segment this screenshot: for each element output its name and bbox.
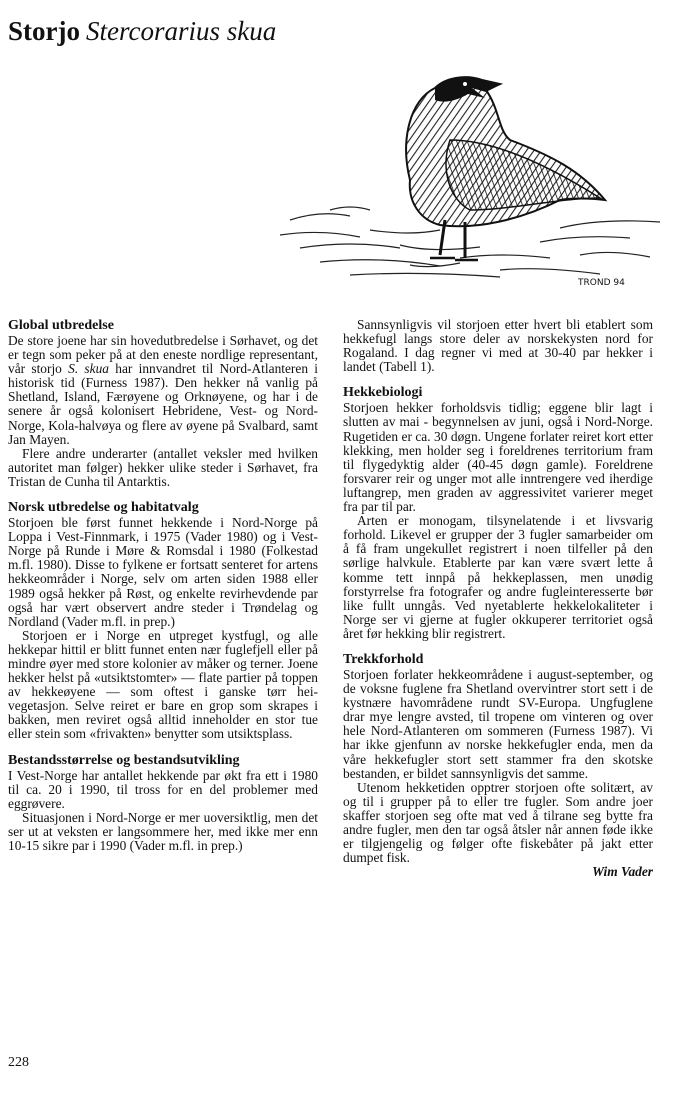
section-heading: Bestandsstørrelse og bestandsutvikling [8, 752, 240, 768]
paragraph: Sannsynligvis vil storjoen etter hvert bli etablert som hekkefugl langs store deler av norskekysten nord for Rogaland. I dag regner vi med at 30-40 par hekker i landet (Tabell 1). [343, 317, 653, 375]
page-title [8, 14, 276, 48]
section-hekke [343, 385, 653, 641]
section-trekk [343, 652, 653, 879]
section-bestand [8, 753, 318, 854]
paragraph: Flere andre underarter (antallet veksler med hvilken autoritet man følger) hekker ulike steder i Sørhavet, fra Tristan de Cunha til Antarktis. [8, 445, 318, 489]
paragraph: Situasjonen i Nord-Norge er mer uoversiktlig, men det ser ut at veksten er langsommere her, med ikke mer enn 10-15 sikre par i 1990 (Vader m.fl. in prep.) [8, 809, 318, 853]
paragraph: Storjoen hekker forholdsvis tidlig; eggene blir lagt i slutten av mai - begynnelsen av juni, også i Nord-Norge. Rugetiden er ca. 30 døgn. Ungene forlater reiret kort etter klekking, men holder seg i foreldrenes territorium fram til flygedyktig alder (40-45 døgn gamle). Foreldrene forsvarer reir og unger mot alle inntrengere ved iherdige luftangrep, men graden av aggressivitet varierer meget fra par til par. [343, 400, 653, 515]
paragraph: De store joene har sin hovedutbredelse i Sørhavet, og det er tegn som peker på at den eneste nordlige representant, vår storjo S. skua har innvandret til Nord-Atlanteren i historisk tid (Furness 1987). Den hekker nå vanlig på Shetland, Island, Færøyene og Orknøyene, og har i de senere år også kolonisert Hebridene, Vest- og Nord-Norge, Kola-halvøya og flere av øyene på Svalbard, samt Jan Mayen. [8, 333, 319, 447]
artist-signature: TROND 94 [578, 278, 625, 288]
left-column [8, 318, 318, 864]
page-number: 228 [8, 1055, 29, 1070]
paragraph: Storjoen ble først funnet hekkende i Nord-Norge på Loppa i Vest-Finnmark, i 1975 (Vader 1980) og i Vest-Norge på Runde i Møre & Romsdal i 1980 (Folkestad m.fl. 1980). Disse to fylkene er fortsatt senteret for artens hekkeområder i Norge, selv om arten siden 1988 eller 1989 også hekker på Røst, og enkelte revirhevdende par også har vært observert andre steder i Trøndelag og Nordland (Vader m.fl. in prep.) [8, 515, 318, 629]
skua-bird-drawing-icon [260, 70, 660, 300]
section-global [8, 318, 318, 489]
right-column [343, 318, 653, 890]
paragraph: Storjoen er i Norge en utpreget kystfugl, og alle hekkepar hittil er blitt funnet enten nær fuglefjell eller på mindre øyer med store kolonier av måker og terner. Joene hekker helst på «utsiktstomter» — flate partier på toppen av hekkeøyene — som oftest i ganske tørr hei-vegetasjon. Selve reiret er bare en grop som skrapes i bakken, men reviret også alltid inneholder en stor tue eller stein som «frivakten» benytter som utsiktsplass. [8, 627, 318, 742]
species-common-name: Storjo [8, 16, 80, 46]
paragraph: Arten er monogam, tilsynelatende i et livsvarig forhold. Likevel er grupper der 3 fugler samarbeider om å få fram ungekullet registrert i noen tilfeller på den sørlige halvkule. Etablerte par kan være svært lette å komme tett innpå på hekkeplassen, men unødig forstyrrelse fra fotografer og andre fugleinteresserte bør like fullt unngås. Ved nyetablerte hekkelokaliteter i Norge ser vi gjerne at fugler okkuperer territoriet også året før hekking blir registrert. [343, 513, 653, 641]
section-heading: Trekkforhold [343, 651, 424, 667]
section-heading: Global utbredelse [8, 318, 114, 333]
section-norsk [8, 500, 318, 742]
paragraph: Storjoen forlater hekkeområdene i august-september, og de voksne fuglene fra Shetland overvintrer stort sett i de kystnære havområdene rundt SV-Europa. Ungfuglene drar mye lengre avsted, til tropene om vinteren og over hele Nord-Atlanteren om sommeren (Furness 1987). Vi har ikke gjenfunn av norske hekkefugler enda, men da våre hekkefugler stort sett stammer fra den skotske bestanden, er bildet sannsynligvis det samme. [343, 666, 653, 781]
section-heading: Hekkebiologi [343, 385, 423, 401]
species-latin-name: Stercorarius skua [85, 16, 277, 46]
paragraph: Utenom hekketiden opptrer storjoen ofte solitært, av og til i grupper på to eller tre fugler. Som andre joer skaffer storjoen seg ofte mat ved å tilrane seg bytte fra andre fugler, men den tar også åtsler når annen føde ikke er tilgjengelig og følger ofte fiskebåter på jakt etter dumpet fisk. [343, 779, 653, 866]
paragraph: I Vest-Norge har antallet hekkende par økt fra ett i 1980 til ca. 20 i 1990, til tross for en del problemer med eggrøvere. [8, 767, 318, 811]
author-signature: Wim Vader [592, 864, 653, 880]
section-sannsynlig [343, 318, 653, 374]
section-heading: Norsk utbredelse og habitatvalg [8, 500, 199, 516]
